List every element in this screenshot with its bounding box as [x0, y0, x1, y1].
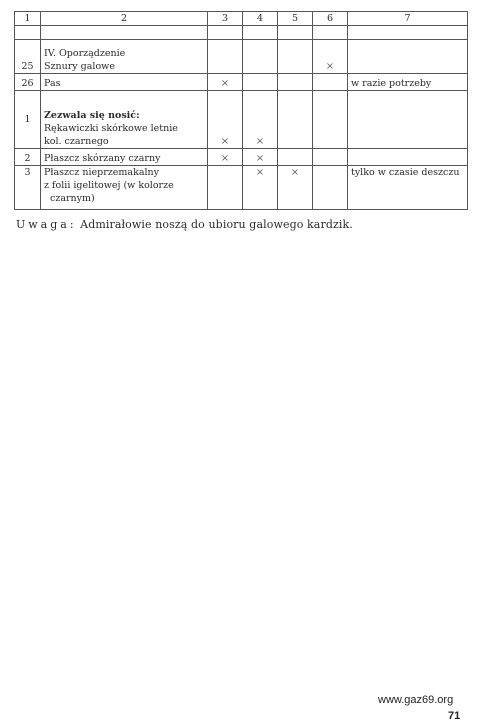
- description-line: z folii igelitowej (w kolorze: [44, 180, 174, 191]
- description-line: kol. czarnego: [44, 136, 109, 147]
- mark-cell: ×: [243, 91, 278, 149]
- column-header: 4: [243, 12, 278, 26]
- row-number: 2: [15, 149, 41, 166]
- row-description: [41, 166, 208, 210]
- note-cell: [348, 149, 468, 166]
- mark-cell: [243, 40, 278, 74]
- mark-cell: ×: [243, 166, 278, 210]
- column-header: 3: [208, 12, 243, 26]
- row-number: 1: [15, 91, 41, 149]
- row-number: 25: [15, 40, 41, 74]
- mark-cell: [278, 40, 313, 74]
- note-cell: w razie potrzeby: [348, 74, 468, 91]
- website-watermark: www.gaz69.org: [378, 694, 454, 706]
- mark-cell: [278, 91, 313, 149]
- column-header: 6: [313, 12, 348, 26]
- table-row: [15, 74, 468, 91]
- table-row: [15, 149, 468, 166]
- table-row: [15, 40, 468, 74]
- mark-cell: ×: [208, 91, 243, 149]
- column-header: 1: [15, 12, 41, 26]
- footnote: [16, 218, 353, 231]
- row-description: [41, 149, 208, 166]
- column-header: 5: [278, 12, 313, 26]
- mark-cell: ×: [208, 74, 243, 91]
- description-line: Płaszcz skórzany czarny: [44, 153, 161, 164]
- row-description: [41, 91, 208, 149]
- mark-cell: [313, 166, 348, 210]
- mark-cell: [313, 91, 348, 149]
- mark-cell: [278, 149, 313, 166]
- note-cell: [348, 40, 468, 74]
- row-description: [41, 40, 208, 74]
- page-number: 71: [448, 710, 461, 722]
- description-line: Rękawiczki skórkowe letnie: [44, 123, 178, 134]
- mark-cell: [278, 74, 313, 91]
- mark-cell: [243, 74, 278, 91]
- mark-cell: [313, 74, 348, 91]
- footnote-label: Uwaga:: [16, 218, 77, 231]
- mark-cell: ×: [313, 40, 348, 74]
- footnote-body: Admirałowie noszą do ubioru galowego kardzik.: [76, 218, 353, 231]
- description-line: czarnym): [50, 193, 95, 204]
- description-line: Pas: [44, 78, 61, 89]
- section-title: IV. Oporządzenie: [44, 48, 126, 59]
- mark-cell: [208, 166, 243, 210]
- row-number: 3: [15, 166, 41, 210]
- mark-cell: ×: [243, 149, 278, 166]
- table-row: [15, 91, 468, 149]
- mark-cell: [313, 149, 348, 166]
- table-header-row: [15, 12, 468, 26]
- section-title: Zezwala się nosić:: [44, 110, 140, 121]
- mark-cell: ×: [208, 149, 243, 166]
- mark-cell: [208, 40, 243, 74]
- table-row: [15, 26, 468, 40]
- description-line: Płaszcz nieprzemakalny: [44, 167, 160, 178]
- note-cell: [348, 91, 468, 149]
- note-cell: tylko w czasie deszczu: [348, 166, 468, 210]
- column-header: 2: [41, 12, 208, 26]
- row-number: 26: [15, 74, 41, 91]
- description-line: Sznury galowe: [44, 61, 115, 72]
- column-header: 7: [348, 12, 468, 26]
- row-description: [41, 74, 208, 91]
- mark-cell: ×: [278, 166, 313, 210]
- uniform-table: [14, 11, 468, 210]
- table-row: [15, 166, 468, 210]
